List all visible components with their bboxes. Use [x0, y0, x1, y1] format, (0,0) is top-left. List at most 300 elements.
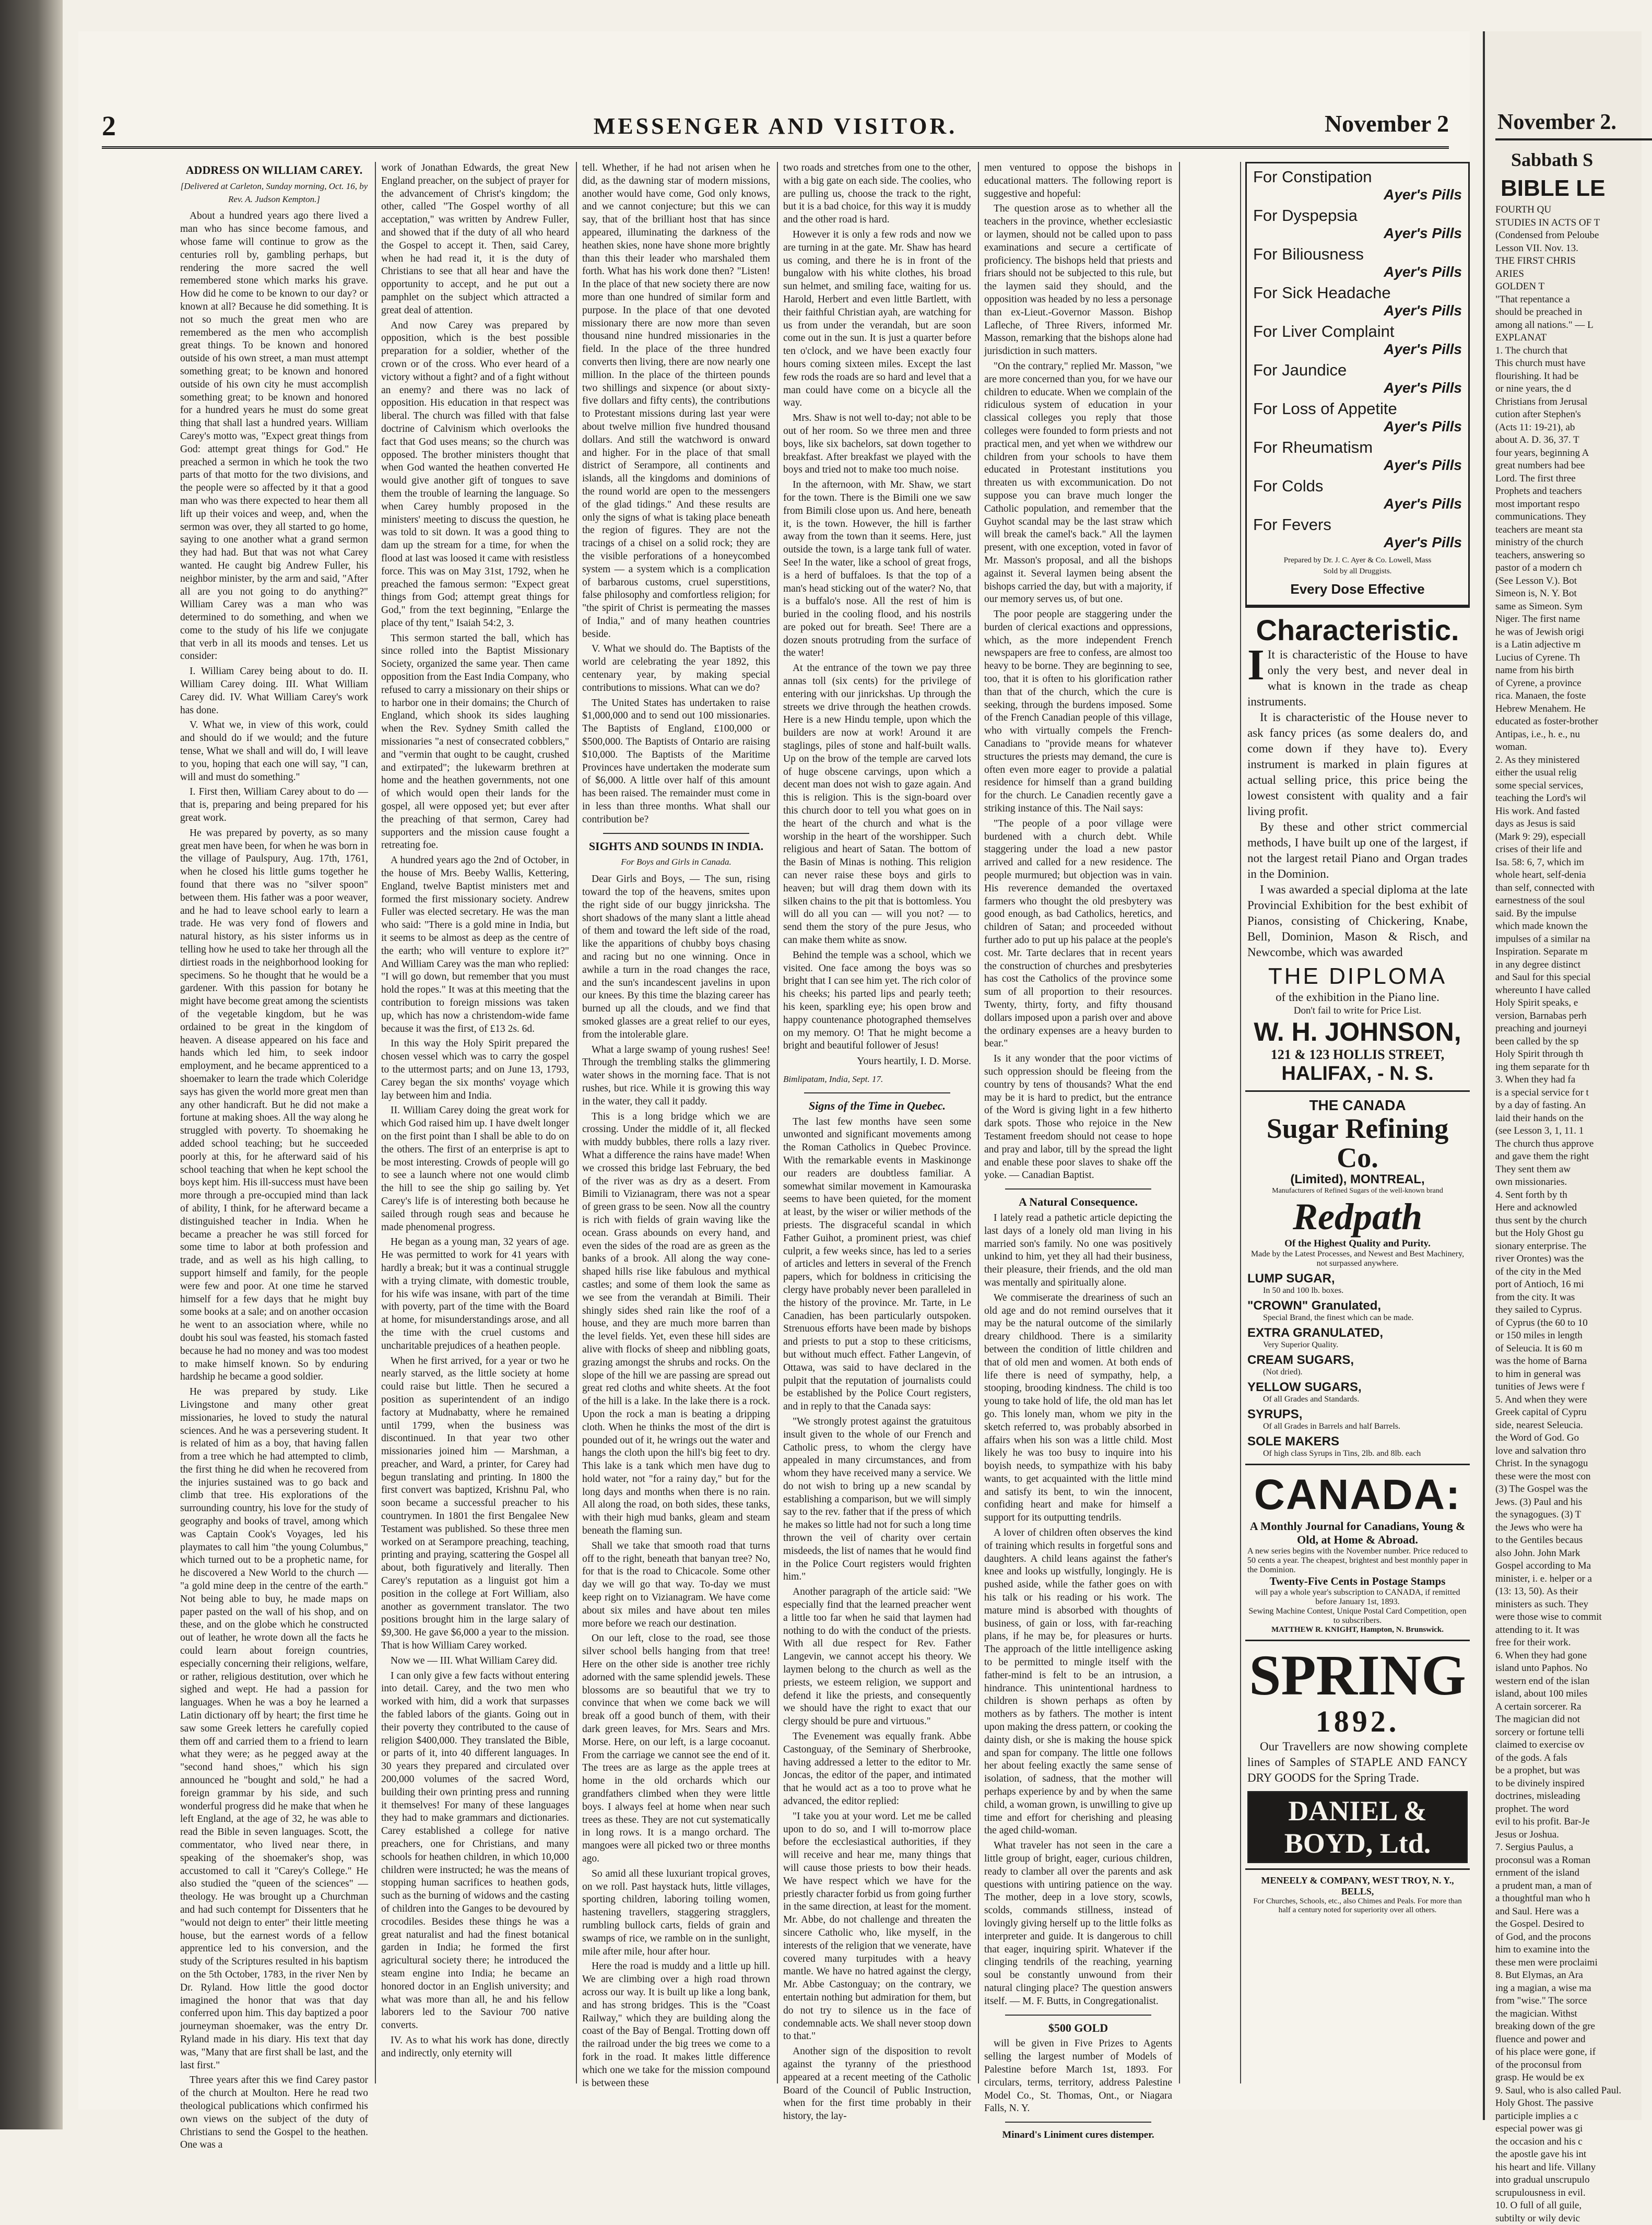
adjacent-page-line: 7. Sergius Paulus, a — [1495, 1841, 1652, 1854]
ayer-pill-label: Ayer's Pills — [1384, 225, 1462, 242]
sugar-limited: (Limited), MONTREAL, — [1247, 1172, 1468, 1187]
adjacent-page-line: Jesus or Joshua. — [1495, 1829, 1652, 1842]
article-paragraph: What traveler has not seen in the care a little group of bright, eager, curious children, ready to clamber all over the parents and ask questions with untiring patience on the way. The mother, deep in a love story, scowls, scolds, commands stillness, instead of lovingly giving herself up to the little folks as interpreter and guide. It is dangerous to chill that eager, inquiring spirit. Whatever if the clinging tendrils of the reaching, yearning soul be constantly unwound from their natural clinging place? The question answers itself. — M. F. Butts, in Congregationalist. — [984, 1840, 1172, 2008]
adjacent-page-line: said. By the impulse — [1495, 908, 1652, 921]
adjacent-page-line: Hebrew Menahem. He — [1495, 703, 1652, 716]
adjacent-page-line: whole heart, self-denia — [1495, 869, 1652, 882]
adjacent-page-line: than self, connected with — [1495, 882, 1652, 895]
adjacent-page-line: cution after Stephen's — [1495, 408, 1652, 421]
adjacent-page-line: ing a magian, a wise ma — [1495, 1982, 1652, 1995]
adjacent-page-line: or nine years, the d — [1495, 383, 1652, 396]
article-paragraph: What a large swamp of young rushes! See! Through the trembling stalks the glimmering water shows in the morning face. That is not rushes, but rice. While it is growing this way in the water, they call it paddy. — [582, 1044, 770, 1109]
meneely-name: MENEELY & COMPANY, WEST TROY, N. Y., BELLS, — [1247, 1875, 1468, 1897]
article-paragraph: Three years after this we find Carey pastor of the church at Moulton. Here he read two theological publications which confirmed his own views on the subject of the duty of Christians to send the Gospel to the heathen. One was a — [180, 2074, 368, 2152]
ayer-condition: For Loss of Appetite — [1253, 399, 1397, 418]
article-paragraph: two roads and stretches from one to the other, with a big gate on each side. The coolies, who are pulling us, choose the track to the right, but it is a bad choice, for this way it is muddy and the other road is hard. — [783, 162, 971, 227]
adjacent-page-line: the magician. Withst — [1495, 2008, 1652, 2021]
sugar-quality: Of the Highest Quality and Purity. — [1247, 1238, 1468, 1250]
adjacent-page-line: (Condensed from Peloube — [1495, 229, 1652, 242]
article-paragraph: And now Carey was prepared by opposition, which is the best possible preparation for a soldier, whether of the crown or of the cross. Who ever heard of a victory without a fight? and of a fight without an enemy? and there was no lack of opposition. His education in that respect was liberal. The church was filled with that false doctrine of Calvinism which overlooks the fact that God uses means; so the church was opposed. The brother ministers thought that when God wanted the heathen converted He would give another gift of tongues to save them the trouble of learning the language. So when Carey humbly proposed in the ministers' meeting to discuss the question, he was told to sit down. It was a good thing to dam up the stream for a time, for when the flood at last was loosed it came with resistless force. This was on May 31st, 1792, when he preached the famous sermon: "Expect great things from God; attempt great things for God," from the text beginning, "Enlarge the place of thy tent," Isaiah 54:2, 3. — [381, 320, 569, 630]
adjacent-page-line: rica. Manaen, the foste — [1495, 690, 1652, 703]
ayer-row — [1253, 245, 1462, 284]
adjacent-page-line: scrupulousness in evil. — [1495, 2187, 1652, 2200]
adjacent-page-line: port of Antioch, 16 mi — [1495, 1278, 1652, 1291]
adjacent-page-line: FOURTH QU — [1495, 204, 1652, 217]
ayer-condition: For Sick Headache — [1253, 284, 1391, 302]
adjacent-page-section: Sabbath S — [1511, 149, 1593, 171]
adjacent-page-line: of the proconsul from — [1495, 2059, 1652, 2072]
adjacent-page-line: 5. And when they were — [1495, 1394, 1652, 1407]
canada-text: A new series begins with the November number. Price reduced to 50 cents a year. The cheapest, brightest and best monthly paper in the Dominion. — [1247, 1547, 1468, 1575]
adjacent-page-line: the apostle gave his int — [1495, 2148, 1652, 2161]
daniel-boyd-name: DANIEL & BOYD, Ltd. — [1247, 1791, 1468, 1863]
article-paragraph: The poor people are staggering under the burden of clerical exactions and oppressions, which, as the more independent French newspapers are free to confess, are almost too heavy to be borne. They are beginning to see, too, that it is often to his glorification rather than that of the church, which the cure is seeking, through the burdens imposed. Some of the French Canadian people of this village, who with virtually compels the French-Canadians to "provide means for whatever structures the priests may demand, the cure is often even more eager to provide a palatial residence for himself than a grand building for the church. Le Canadien recently gave a striking instance of this. The Nail says: — [984, 608, 1172, 816]
adjacent-page-line: and Saul. Here was a — [1495, 1905, 1652, 1918]
ayer-pill-label: Ayer's Pills — [1384, 380, 1462, 396]
page-header — [102, 110, 1449, 149]
article-paragraph: He was prepared by study. Like Livingstone and many other great missionaries, he loved to study the natural sciences. And he was a persevering student. It is related of him as a boy, that having fallen from a tree which he had attempted to climb, the first thing he did when he recovered from the injuries sustained was to go back and climb that tree. His explorations of the surrounding country, his love for the study of geography and books of travel, among which was Captain Cook's Voyages, led his playmates to call him "the young Columbus," which turned out to be a prophetic name, for he discovered a New World to the church — "a gold mine deep in the centre of the earth." Not being able to buy, he made maps on paper pasted on the wall of his shop, and on these, and on the globe which he constructed out of leather, he wrote down all the facts he could learn about foreign countries, especially concerning their religions, welfare, or rather, religious destitution, over which he sighed and wept. He had a passion for languages. When he was a boy he learned a Latin dictionary off by heart; the first time he saw some Greek letters he carefully copied them off and carried them to a friend to learn what they were; as he pegged away at the "second hand shoes," which his sign announced he "bought and sold," he had a foreign grammar by his side, and such wonderful progress did he make that when he left England, at the age of 32, he was able to read the Bible in seven languages. Scott, the commentator, who lived near there, in speaking of the shoemaker's shop, was accustomed to call it "Carey's College." He also studied the "queen of the sciences" — theology. He was brought up a Churchman and had such contempt for Dissenters that he "would not deign to enter" their little meeting house, but the earnest words of a fellow apprentice led to his conversion, and the study of the Scriptures resulted in his baptism on the 5th October, 1783, in the river Nen by Dr. Ryland. How little the good doctor imagined the honor that was that day conferred upon him. This day baptized a poor journeyman shoemaker, was the entry Dr. Ryland made in his diary. His text that day was, "Many that are first shall be last, and the last first." — [180, 1386, 368, 2072]
adjacent-page-line: love and salvation thro — [1495, 1445, 1652, 1458]
ayer-condition: For Constipation — [1253, 168, 1372, 186]
article-paragraph: Another sign of the disposition to revolt against the tyranny of the priesthood appeared at a recent meeting of the Catholic Board of the Council of Public Instruction, when for the first time probably in their history, the lay- — [783, 2045, 971, 2123]
adjacent-page-line: Jews. (3) Paul and his — [1495, 1496, 1652, 1509]
adjacent-page-line: Lord. The first three — [1495, 473, 1652, 486]
article-paragraph: Behind the temple was a school, which we visited. One face among the boys was so bright that I can see him yet. The rich color of his cheeks; his parted lips and pearly teeth; his keen, sparkling eye; his open brow and happy countenance photographed themselves on my memory. O! That he might become a bright and beautiful follower of Jesus! — [783, 949, 971, 1053]
adjacent-page-line: ministers as such. They — [1495, 1598, 1652, 1611]
adjacent-page-line: which made known the — [1495, 920, 1652, 933]
adjacent-page-line: about A. D. 36, 37. T — [1495, 434, 1652, 447]
meneely-text: For Churches, Schools, etc., also Chimes and Peals. For more than half a century noted for superiority over all others. — [1247, 1897, 1468, 1915]
adjacent-page-line: island, about 100 miles — [1495, 1688, 1652, 1701]
adjacent-page-line: the Word of God. Go — [1495, 1432, 1652, 1445]
adjacent-page-line: Prophets and teachers — [1495, 485, 1652, 498]
sugar-the-canada: THE CANADA — [1247, 1097, 1468, 1114]
johnson-price-list: Don't fail to write for Price List. — [1247, 1005, 1468, 1017]
issue-date: November 2 — [1325, 110, 1449, 137]
adjacent-page-line: own missionaries. — [1495, 1176, 1652, 1189]
column-rule — [375, 162, 376, 2083]
article-byline: [Delivered at Carleton, Sunday morning, Oct. 16, by Rev. A. Judson Kempton.] — [180, 180, 368, 206]
sugar-product-desc: (Not dried). — [1247, 1368, 1468, 1377]
sugar-product-desc: Of all Grades and Standards. — [1247, 1395, 1468, 1404]
article-paragraph: I can only give a few facts without entering into detail. Carey, and the two men who worked with him, did a work that surpasses the fabled labors of the giants. Going out in their poverty they contributed to the cause of religion $400,000. They translated the Bible, or parts of it, into 40 different languages. In 30 years they prepared and circulated over 200,000 volumes of the sacred Word, building their own printing press and running it themselves! For many of these languages they had to make grammars and dictionaries. Carey established a college for native preachers, one for Christians, and many schools for heathen children, in which 10,000 children were instructed; he was the means of stopping human sacrifices to heathen gods, such as the burning of widows and the casting of children into the Ganges to be devoured by crocodiles. Besides these things he was a great naturalist and had the finest botanical garden in India; he formed the first agricultural society there; he introduced the steam engine into India; he became an honored doctor in an English university; and what was more than all, he and his fellow laborers led to the Saviour 700 native converts. — [381, 1670, 569, 2032]
adjacent-page-line: Holy Ghost. The passive — [1495, 2097, 1652, 2110]
article-paragraph: We commiserate the dreariness of such an old age and do not remind ourselves that it may be the natural outcome of the similarly dreary childhood. There is a similarity between the condition of little children and that of old men and women. At both ends of life there is need of sympathy, help, a stooping, brooding kindness. The child is too young to take hold of life, the old man has let go. This lonely man, whom we pity in the sketch referred to, was probably absorbed in affairs when his son was a little child. Most likely he was too busy to inquire into his boyish needs, to sympathize with his baby wants, to get acquainted with the little mind and satisfy its bent, to win the innocent, confiding heart and make for himself a support for its outputting tendrils. — [984, 1292, 1172, 1525]
article-paragraph: The last few months have seen some unwonted and significant movements among the Roman Catholics in Quebec Province. With the remarkable events in Maskinonge our readers are doubtless familiar. A somewhat similar movement in Kamouraska seems to have been quieted, for the moment at least, by the wiser or wilier methods of the priests. The disgraceful scandal in which Father Guihot, a prominent priest, was chief culprit, a few weeks since, has led to a series of articles and letters in several of the French papers, which for boldness in criticising the clergy have probably never been paralleled in the history of the province. Mr. Tarte, in Le Canadien, has been particularly outspoken. Strenuous efforts have been made by bishops and priests to put a stop to these criticisms, but without much effect. Father Langevin, of Ottawa, was said to have declared in the pulpit that the reputation of journalists could be established by the Police Court registers, and in reply to that the Canada says: — [783, 1116, 971, 1414]
johnson-paragraph: It is characteristic of the House never to ask fancy prices (as some dealers do, and come down if they have to). Every instrument is marked in plain figures at actual selling price, this price being the lowest consistent with quality and a fair living profit. — [1247, 710, 1468, 819]
adjacent-page-line: island unto Paphos. No — [1495, 1662, 1652, 1675]
adjacent-page-line: is a special service for t — [1495, 1087, 1652, 1100]
ayer-row — [1253, 515, 1462, 554]
article-paragraph: On our left, close to the road, see those silver school bells hanging from that tree! Here on the other side is another tree richly adorned with the same splendid jewels. These blossoms are so beautiful that we try to convince that when we come back we will break off a good bunch of them, with their dark green leaves, for Mrs. Sears and Mrs. Morse. Here, on our left, is a large cocoanut. From the carriage we cannot see the end of it. The trees are as large as the apple trees at home in the old orchards which our grandfathers climbed when they were little boys. I always feel at home when near such trees as these. They are not cut systematically in long rows. It is a mango orchard. The mangoes were all picked two or three months ago. — [582, 1632, 770, 1865]
ayer-row — [1253, 284, 1462, 322]
adjacent-page-line: (Mark 9: 29), especiall — [1495, 831, 1652, 844]
adjacent-page-line: grasp. He would be ex — [1495, 2071, 1652, 2085]
adjacent-page-line: name from his birth — [1495, 664, 1652, 677]
article-paragraph: He was prepared by poverty, as so many great men have been, for when he was born in the village of Paulspury, Aug. 17th, 1761, when he closed his little gums together he found that there was no "silver spoon" between them. His father was a poor weaver, and he had to leave school early to learn a trade. He was very fond of flowers and natural history, as his sister informs us in telling how he used to take her through all the dirtiest roads in the neighborhood looking for specimens. So he thought that he would be a gardener. With this passion for botany he might have become great among the scientists of the vegetable kingdom, but he was ordained to be great in the kingdom of heaven. A disease appeared on his face and hands which led him, to seek indoor employment, and he became apprenticed to a shoemaker to learn the trade which Coleridge says has given the world more great men than any other handicraft. But he did not make a fortune at making shoes. All the way along he struggled with poverty. To shoemaking he added school teaching; but he succeeded poorly at this, for he afterward said of his school teaching that when he kept school the boys kept him. His ill-success must have been more through a pre-occupied mind than lack of ability, I think, for he afterward became a distinguished teacher in India. When he became a preacher he was still forced for some time to labor at both profession and trade, and as well as his high calling, to support himself and family, for the people were few and poor. At one time he starved himself for a few days that he might buy some books at a sale; and on another occasion he went to an association where, while no doubt his soul was feasted, his stomach fasted because he had no money and was too modest to make himself known. So by enduring hardship he became a good soldier. — [180, 827, 368, 1384]
adjacent-page-line: should be preached in — [1495, 306, 1652, 319]
adjacent-page-line: and gave them the right — [1495, 1150, 1652, 1163]
adjacent-page-line: from "wise." The sorce — [1495, 1995, 1652, 2008]
sugar-company: Sugar Refining Co. — [1247, 1114, 1468, 1172]
column-3 — [582, 162, 770, 2081]
adjacent-page-line: the Jews who were ha — [1495, 1522, 1652, 1535]
sugar-product-name: SOLE MAKERS — [1247, 1434, 1468, 1449]
column-rule — [978, 162, 979, 2083]
article-paragraph: A lover of children often observes the kind of training which results in forgetful sons and daughters. A child leans against the father's knee and looks up wistfully, longingly. He is pushed aside, while the father goes on with his talk or his reading or his work. The mature mind is absorbed with thoughts of business, of gain or loss, with far-reaching plans, if he may be, for pleasures or hurts. The approach of the little intelligence asking to be permitted to mingle itself with the father-mind is felt to be an intrusion, a hindrance. This unintentional hardness to children is shown perhaps as often by mothers as by fathers. The mother is intent upon making the dress pattern, or cooking the dainty dish, or she is making the house spick and span for company. The little one follows her about feeling exactly the same sense of isolation, of sadness, that the mother will perhaps experience by and by when the same child, a woman grown, is unwilling to give up time and effort for cherishing and pleasing the aged child-woman. — [984, 1527, 1172, 1838]
column-rule — [576, 162, 577, 2083]
column-rule — [1240, 162, 1241, 2083]
ayer-condition: For Biliousness — [1253, 245, 1364, 263]
article-paragraph: II. William Carey doing the great work for which God raised him up. I have dwelt longer on the first point than I shall be able to do on the others. The first of an enterprise is apt to be most interesting. Crowds of people will go to see a launch where not one would climb the hill to see the ship go sailing by. Yet Carey's life is of interesting both because he sailed through rough seas and because he made phenomenal progress. — [381, 1104, 569, 1234]
column-rule — [1179, 162, 1180, 2083]
letter-signature: Yours heartily, I. D. Morse. — [783, 1055, 971, 1068]
adjacent-page-line: is a Latin adjective m — [1495, 639, 1652, 652]
article-subheadline: For Boys and Girls in Canada. — [582, 856, 770, 869]
adjacent-page-line: ARIES — [1495, 268, 1652, 281]
adjacent-page-line: teachers, answering so — [1495, 549, 1652, 562]
adjacent-page-line: Greek capital of Cypru — [1495, 1406, 1652, 1419]
adjacent-page-line: Christians from Jerusal — [1495, 396, 1652, 409]
sugar-product-desc: Of all Grades in Barrels and half Barrels. — [1247, 1422, 1468, 1431]
article-paragraph: men ventured to oppose the bishops in educational matters. The following report is suggestive and hopeful: — [984, 162, 1172, 201]
adjacent-page-line: some special services, — [1495, 780, 1652, 793]
adjacent-page-line: most important respo — [1495, 498, 1652, 511]
article-paragraph: About a hundred years ago there lived a man who has since become famous, and whose fame will continue to grow as the centuries roll by, gambling perhaps, but rendering the more sacred the well remembered stone which marks his grave. How did he come to be known to our day? or known at all? Because he did something. It is not so much the great men who are remembered as the men who accomplish great things. To be known and honored outside of his own street, a man must attempt something great; to be known and honored outside of his own city he must accomplish something great; to be known and honored for a hundred years he must do some great thing that shall last a hundred years. William Carey's motto was, "Expect great things from God: attempt great things for God." He preached a sermon in which he took the two parts of that motto for the two divisions, and the people were so affected by it that a good man who was there expected to hear them all lift up their voices and weep, and, when the sermon was over, they all started to go home, saying to one another what a grand sermon they had had. But that was not what Carey wanted. He caught big Andrew Fuller, his neighbor minister, by the arm and said, "After all are you not going to do anything?" William Carey was a man who was determined to do something, and when we come to the study of his life we conjugate that verb in all its moods and tenses. Let us consider: — [180, 210, 368, 663]
adjacent-page-line: were those wise to commit — [1495, 1611, 1652, 1624]
canada-offer-text: will pay a whole year's subscription to CANADA, if remitted before January 1st, 1893. — [1247, 1588, 1468, 1607]
column-4 — [783, 162, 971, 2081]
adjacent-page-line: 6. When they had gone — [1495, 1650, 1652, 1663]
adjacent-page-line: to the Gentiles becaus — [1495, 1534, 1652, 1547]
adjacent-page-line: sionary enterprise. The — [1495, 1240, 1652, 1253]
johnson-name: W. H. JOHNSON, — [1247, 1017, 1468, 1047]
johnson-piano-ad — [1245, 606, 1470, 1090]
ayer-pill-label: Ayer's Pills — [1384, 496, 1462, 512]
adjacent-page-line: proconsul was a Roman — [1495, 1854, 1652, 1867]
adjacent-page-line: version, Barnabas perh — [1495, 1010, 1652, 1023]
adjacent-page-line: thus sent by the church — [1495, 1215, 1652, 1228]
adjacent-page-rule — [1495, 138, 1652, 140]
column-rule — [777, 162, 778, 2083]
adjacent-page-line: teaching the Lord's wil — [1495, 792, 1652, 805]
adjacent-page-line: been called by the sp — [1495, 1035, 1652, 1049]
daniel-boyd-text: Our Travellers are now showing complete lines of Samples of STAPLE AND FANCY DRY GOODS for the Spring Trade. — [1247, 1739, 1468, 1786]
article-paragraph: V. What we should do. The Baptists of the world are celebrating the year 1892, this centenary year, by making special contributions to missions. What can we do? — [582, 643, 770, 694]
ayer-sold-by: Sold by all Druggists. — [1253, 567, 1462, 576]
scan-binding-edge — [0, 0, 63, 2129]
spring-heading: SPRING — [1247, 1646, 1468, 1704]
article-paragraph: Dear Girls and Boys, — The sun, rising toward the top of the heavens, smites upon the right side of our buggy jinricksha. The short shadows of the many slant a little ahead of them and toward the left side of the road, like the apparitions of chubby boys chasing and racing but no one winning. Once in awhile a turn in the road changes the race, and the sun's incandescent javelins in upon our knees. By this time the blazing career has burned up all the clouds, and we find that smoked glasses are a great relief to our eyes, from the intolerable glare. — [582, 873, 770, 1041]
adjacent-page-line: (Acts 11: 19-21), ab — [1495, 421, 1652, 434]
article-paragraph: This is a long bridge which we are crossing. Under the middle of it, all flecked with muddy bubbles, there rolls a lazy river. What a difference the rains have made! When we crossed this bridge last February, the bed of the river was as dry as a desert. From Bimili to Vizianagram, there was not a spear of green grass to be seen. Now all the country is rich with fields of grain waving like the ocean. Grass abounds on every hand, and even the sides of the road are as green as the banks of a brook. All along the way cone-shaped hills rise like fabulous and mythical castles; and some of them look the same as we see from the verandah at Bimili. Their shingly sides shed rain like the roof of a house, and they are much more barren than the level fields. Yet, even these hill sides are alive with flocks of sheep and nibbling goats, grazing amongst the shrubs and rocks. On the slope of the hill we are passing are spread out great red cloths and white sheets. At the foot of the hill is a lake. In the lake there is a rock. Upon the rock a man is beating a dripping cloth. When he thinks the most of the dirt is pounded out of it, he wrings out the water and hangs the cloth upon the hill's big feet to dry. This lake is a tank which men have dug to hold water, not "for a rainy day," but for the long days and months when there is no rain. All along the road, on both sides, these tanks, with their high mud banks, gleam and steam beneath the flaming sun. — [582, 1111, 770, 1538]
adjacent-page-line: be a prophet, but was — [1495, 1764, 1652, 1777]
adjacent-page-line: these men were proclaimi — [1495, 1957, 1652, 1970]
adjacent-page-line: 2. As they ministered — [1495, 754, 1652, 767]
adjacent-page-line: STUDIES IN ACTS OF T — [1495, 217, 1652, 230]
adjacent-page-text — [1495, 204, 1652, 2225]
ayer-row — [1253, 438, 1462, 477]
sugar-product-name: YELLOW SUGARS, — [1247, 1380, 1468, 1395]
adjacent-page-line: same as Simeon. Sym — [1495, 601, 1652, 614]
adjacent-page-line: breaking down of the gre — [1495, 2020, 1652, 2033]
article-paragraph: "The people of a poor village were burdened with a church debt. While staggering under the load a new pastor arrived and called for a new residence. The people murmured; but objection was in vain. His reverence demanded the overtaxed farmers who thought the old presbytery was good enough, as bad Catholics, heretics, and children of Satan; and proceeded without further ado to put up his palace at the people's cost. Mr. Tarte declares that in recent years the construction of churches and presbyteries has cost the Catholics of the province some sum of all proportion to their resources. Twenty, thirty, forty, and fifty thousand dollars imposed upon a parish over and above the ordinary expenses are a heavy burden to bear." — [984, 818, 1172, 1051]
adjacent-page-line: was the home of Barna — [1495, 1355, 1652, 1368]
article-paragraph: "I take you at your word. Let me be called upon to do so, and I will to-morrow place before the ecclesiastical authorities, if they will receive and hear me, many things that will cause those priests to bow their heads. We have respect which we have for the priestly character forbid us from going further in the same direction, at least for the moment. Mr. Abbe, do not challenge and threaten the sincere Catholic who, like myself, in the interests of the religion that we venerate, have covered many turpitudes with a heavy mantle. We have no hatred against the clergy, Mr. Abbe Castonguay; on the contrary, we entertain nothing but admiration for them, but do not try to silence us in the face of condemnable acts. We shall never stoop down to that." — [783, 1810, 971, 2043]
article-paragraph: V. What we, in view of this work, could and should do if we would; and the future tense, What we shall and will do, I will leave to you, hoping that each one will say, "I can, will and must do something." — [180, 719, 368, 784]
article-paragraph: This sermon started the ball, which has since rolled into the Baptist Missionary Society, organized the same year. Then came opposition from the East India Company, who refused to carry a missionary on their ships or to harbor one in their domains; the Church of England, which shook its sides laughing when the Rev. Sydney Smith called the missionaries "a nest of consecrated cobblers," and "vermin that ought to be caught, crushed and extirpated"; the lukewarm brethren at home and the heathen governments, not one of which would open their lands for the gospel, all were opposed yet; but ever after the preaching of that sermon, Carey had supporters and the mission cause fought a retreating foe. — [381, 632, 569, 853]
adjacent-page-line: preaching and journeyi — [1495, 1022, 1652, 1035]
sugar-process: Made by the Latest Processes, and Newest and Best Machinery, not surpassed anywhere. — [1247, 1250, 1468, 1268]
sugar-refining-ad — [1245, 1090, 1470, 1464]
adjacent-page-line: among all nations." — L — [1495, 319, 1652, 332]
article-headline: ADDRESS ON WILLIAM CAREY. — [180, 164, 368, 177]
article-headline: SIGHTS AND SOUNDS IN INDIA. — [582, 840, 770, 853]
article-paragraph: tell. Whether, if he had not arisen when he did, as the dawning star of modern missions, another would have come, God only knows, and we cannot conjecture; but this we can say, that of the brilliant host that has since appeared, illuminating the darkness of the heathen skies, none have shone more brightly than this their leader who marshaled them forth. What has his work done then? "Listen! In the place of that new society there are now more than one hundred of similar form and purpose. In the place of that one devoted missionary there are now more than seven thousand nine hundred missionaries in the field. In the place of the three hundred converts then living, there are now nearly one million. In the place of the thirteen pounds two shillings and sixpence (or about sixty-five dollars and fifty cents), the contributions to Protestant missions during last year were about twelve million five hundred thousand dollars. And still the watchword is onward and higher. For in the place of that small district of Serampore, all continents and islands, all the kingdoms and dominions of the round world are open to the messengers of the glad tidings." And these results are only the signs of what is taking place beneath the region of figures. They are not the tracings of a chisel on a solid rock; they are the visible perforations of a honeycombed system — a system which is a complication of barbarous customs, cruel superstitions, false philosophy and comfortless religion; for "the spirit of Christ is permeating the masses of India," and of many heathen countries beside. — [582, 162, 770, 641]
article-paragraph: So amid all these luxuriant tropical groves, on we roll. Past haystack huts, little villages, sporting children, laboring toiling women, hastening travellers, staggering stragglers, rumbling bullock carts, fields of grain and swamps of rice, we ramble on in the sunlight, mile after mile, hour after hour. — [582, 1868, 770, 1959]
sugar-product-name: SYRUPS, — [1247, 1407, 1468, 1422]
adjacent-page-line: minister, i. e. helper or a — [1495, 1573, 1652, 1586]
adjacent-page-line: of the city in the Med — [1495, 1266, 1652, 1279]
adjacent-page-line: subtilty or wily devic — [1495, 2212, 1652, 2225]
adjacent-page-line: doctrines, misleading — [1495, 1790, 1652, 1803]
adjacent-page-line: (3) The Gospel was the — [1495, 1483, 1652, 1496]
ayer-pill-label: Ayer's Pills — [1384, 302, 1462, 319]
adjacent-page-line: side, nearest Seleucia. — [1495, 1419, 1652, 1432]
adjacent-page-line: a prudent man, a man of — [1495, 1880, 1652, 1893]
article-separator — [1005, 2015, 1151, 2016]
article-paragraph: The question arose as to whether all the teachers in the province, whether ecclesiastic or laymen, should not be called upon to pass examinations and secure a certificate of proficiency. The bishops held that priests and friars should not be subjected to this rule, but the laymen said they should, and the opposition was headed by no less a personage than ex-Lieut.-Governor Masson. Bishop Lafleche, of Three Rivers, informed Mr. Masson, remarking that the bishops alone had jurisdiction in such matters. — [984, 203, 1172, 358]
adjacent-page-line: his heart and life. Villany — [1495, 2161, 1652, 2174]
adjacent-page-line: to be divinely inspired — [1495, 1777, 1652, 1791]
adjacent-page-line: Niger. The first name — [1495, 613, 1652, 626]
adjacent-page-line: ernment of the island — [1495, 1867, 1652, 1880]
article-separator — [1005, 2122, 1151, 2123]
sugar-product-name: "CROWN" Granulated, — [1247, 1299, 1468, 1313]
adjacent-page-line: laid their hands on the — [1495, 1112, 1652, 1125]
adjacent-page-line: A certain sorcerer. Ra — [1495, 1701, 1652, 1714]
ayer-pill-label: Ayer's Pills — [1384, 341, 1462, 358]
adjacent-page-line: The church thus approve — [1495, 1138, 1652, 1151]
ayer-pill-label: Ayer's Pills — [1384, 186, 1462, 203]
prize-headline: $500 GOLD — [984, 2022, 1172, 2035]
adjacent-page-line: This church must have — [1495, 357, 1652, 370]
adjacent-page-line: Gospel according to Ma — [1495, 1560, 1652, 1573]
adjacent-page-line: to him in general was — [1495, 1368, 1652, 1381]
sugar-product-name: EXTRA GRANULATED, — [1247, 1326, 1468, 1340]
article-paragraph: At the entrance of the town we pay three annas toll (six cents) for the privilege of entering with our jinrickshas. Up through the streets we drive through the heathen crowds. Here is a new Hindu temple, upon which the builders are now at work! Around it are staglings, piles of stone and half-built walls. Up on the brow of the temple are carved lots of huge obscene carvings, upon which a decent man does not wish to gaze again. And this is religion. This is the sign-board over this church door to tell you what goes on in the heart of the church and what is the worship in the heart of the worshipper. Such religious and heart of Satan. The bottom of the Basin of Minas is nothing. This religion can never raise these boys and girls to heaven; but will drag them down with its silken chains to the pit that is bottomless. You will do all you can — will you not? — to send them the story of the pure Jesus, who can make them white as snow. — [783, 662, 971, 947]
johnson-address: 121 & 123 HOLLIS STREET, — [1247, 1047, 1468, 1063]
adjacent-page-line: They sent them aw — [1495, 1163, 1652, 1176]
adjacent-page-line: these were the most con — [1495, 1470, 1652, 1484]
adjacent-page-line: the Gospel. Desired to — [1495, 1918, 1652, 1931]
article-paragraph: Is it any wonder that the poor victims of such oppression should be fleeing from the country by tens of thousands? What the end may be it is hard to predict, but the entrance of the Word is giving light in a few hitherto dark spots. Those who rejoice in the New Testament freedom should not cease to hope and pray and labor, till by the spread the light and enable these poor slaves to shake off the yoke. — Canadian Baptist. — [984, 1053, 1172, 1182]
adjacent-page-line: ministry of the church — [1495, 536, 1652, 549]
daniel-boyd-ad — [1245, 1640, 1470, 1868]
adjacent-page-line: teachers are meant sta — [1495, 524, 1652, 537]
ayer-condition: For Fevers — [1253, 515, 1331, 534]
adjacent-page-line: western end of the islan — [1495, 1675, 1652, 1688]
ayer-pill-label: Ayer's Pills — [1384, 418, 1462, 435]
ayers-pills-ad — [1245, 162, 1470, 606]
canada-publisher: MATTHEW R. KNIGHT, Hampton, N. Brunswick. — [1247, 1626, 1468, 1634]
adjacent-page-line: by a day of fasting. An — [1495, 1099, 1652, 1112]
article-paragraph: The Evenement was equally frank. Abbe Castonguay, of the Seminary of Sherbrooke, having addressed a letter to the editor to Mr. Joncas, the editor of the paper, and intimated that he would act as a too to prove what he advanced, the editor replied: — [783, 1730, 971, 1808]
adjacent-page-line: days as Jesus is said — [1495, 818, 1652, 831]
meneely-bells-ad — [1245, 1868, 1470, 1920]
canada-contests: Sewing Machine Contest, Unique Postal Card Competition, open to subscribers. — [1247, 1607, 1468, 1626]
ayer-pill-label: Ayer's Pills — [1384, 534, 1462, 551]
article-paragraph: When he first arrived, for a year or two he nearly starved, as the little society at home could raise but little. Then he secured a position as superintendent of an indigo factory at Mudnabatty, where he remained until 1799, when the business was discontinued. In that year two other missionaries joined him — Marshman, a preacher, and Ward, a printer, for Carey had begun translating and printing. In 1800 the first convert was baptized, Krishnu Pal, who soon became a successful preacher to his countrymen. In 1801 the first Bengalee New Testament was published. So these three men worked on at Serampore preaching, teaching, printing and praying, scattering the Gospel all about, both figuratively and literally. Then Carey's reputation as a linguist got him a position in the college at Fort William, also another as government translator. The two positions brought him in the large salary of $9,300. He gave $6,000 a year to the mission. That is how William Carey worked. — [381, 1355, 569, 1653]
adjacent-page-line: woman. — [1495, 741, 1652, 754]
ayer-row — [1253, 206, 1462, 245]
adjacent-page-line: of Cyrene, a province — [1495, 677, 1652, 690]
ayer-prepared-by: Prepared by Dr. J. C. Ayer & Co. Lowell, Mass — [1253, 556, 1462, 565]
article-paragraph: Now we — III. What William Carey did. — [381, 1655, 569, 1668]
adjacent-page-line: Isa. 58: 6, 7, which im — [1495, 856, 1652, 869]
ayer-row — [1253, 477, 1462, 515]
sugar-manufacturers: Manufacturers of Refined Sugars of the well-known brand — [1247, 1187, 1468, 1195]
adjacent-page-line: Christ. In the synagogu — [1495, 1457, 1652, 1470]
article-paragraph: Here the road is muddy and a little up hill. We are climbing over a high road thrown across our way. It is built up like a long bank, and has strong bridges. This is the "Coast Railway," which they are building along the coast of the Bay of Bengal. Trotting down off the railroad under the big trees we come to a fork in the road. It makes little difference which one we take for the mission compound is between these — [582, 1960, 770, 2090]
adjacent-page-line: evil to his profit. Bar-Je — [1495, 1816, 1652, 1829]
article-paragraph: I lately read a pathetic article depicting the last days of a lonely old man living in his married son's family. No one was positively unkind to him, yet they all had their business, their pleasure, their friends, and the old man was mentally and spiritually alone. — [984, 1212, 1172, 1290]
column-5 — [984, 162, 1172, 2081]
adjacent-page-line: Antipas, i.e., h. e., nu — [1495, 728, 1652, 741]
adjacent-page-line: the occasion and his c — [1495, 2136, 1652, 2149]
ayer-row — [1253, 322, 1462, 361]
article-separator — [804, 1092, 950, 1093]
adjacent-page-line: tunities of Jews were f — [1495, 1381, 1652, 1394]
ayer-condition: For Rheumatism — [1253, 438, 1373, 456]
redpath-logo: Redpath — [1247, 1195, 1468, 1238]
adjacent-page-line: 10. O full of all guile, — [1495, 2199, 1652, 2212]
ayer-row — [1253, 361, 1462, 399]
adjacent-page-line: whereunto I have called — [1495, 984, 1652, 997]
adjacent-page-line: from the city. It was — [1495, 1291, 1652, 1304]
ayer-condition: For Dyspepsia — [1253, 206, 1358, 225]
article-paragraph: He began as a young man, 32 years of age. He was permitted to work for 41 years with hardly a break; but it was a continual struggle with a trying climate, with domestic trouble, for his wife was insane, with part of the time with poverty, part of the time with the Board at home, for misunderstandings arose, and all the time with the cruel customs and uncharitable prejudices of a heathen people. — [381, 1236, 569, 1352]
adjacent-page-line: sorcery or fortune telli — [1495, 1726, 1652, 1739]
adjacent-page-line: claimed to exercise ov — [1495, 1739, 1652, 1752]
adjacent-page-line: him to examine into the — [1495, 1944, 1652, 1957]
adjacent-page-line: attending to it. It was — [1495, 1624, 1652, 1637]
adjacent-page-line: in any degree distinct — [1495, 959, 1652, 972]
sugar-product-desc: Special Brand, the finest which can be made. — [1247, 1313, 1468, 1323]
adjacent-page-line: of the gods. A fals — [1495, 1752, 1652, 1765]
dropcap-letter: I — [1247, 647, 1268, 684]
adjacent-page-line: participle implies a c — [1495, 2110, 1652, 2123]
adjacent-page-line: Lesson VII. Nov. 13. — [1495, 242, 1652, 255]
ayer-tagline: Every Dose Effective — [1253, 581, 1462, 597]
adjacent-page-line: 4. Sent forth by th — [1495, 1189, 1652, 1202]
adjacent-page-line: great numbers had bee — [1495, 460, 1652, 473]
adjacent-page-line: also John. John Mark — [1495, 1547, 1652, 1560]
johnson-paragraph: By these and other strict commercial methods, I have built up one of the largest, if not the largest retail Piano and Organ trades in the Dominion. — [1247, 819, 1468, 882]
adjacent-page-line: Lucius of Cyrene. Th — [1495, 652, 1652, 665]
johnson-paragraph: I was awarded a special diploma at the late Provincial Exhibition for the best exhibit of Pianos, consisting of Chickering, Knabe, Bell, Dominion, Mason & Risch, and Newcombe, which was awarded — [1247, 882, 1468, 960]
article-paragraph: A hundred years ago the 2nd of October, in the house of Mrs. Beeby Wallis, Kettering, England, twelve Baptist ministers met and formed the first missionary society. Andrew Fuller was elected secretary. He was the man who said: "There is a gold mine in India, but it seems to be almost as deep as the centre of the earth; who will venture to explore it?" And William Carey was the man who replied: "I will go down, but remember that you must hold the ropes." It was at this meeting that the contribution to foreign missions was taken up, which has now a christendom-wide fame because it was the first, of £13 2s. 6d. — [381, 854, 569, 1035]
article-paragraph: However it is only a few rods and now we are turning in at the gate. Mr. Shaw has heard us coming, and there he is in front of the bungalow with his white clothes, his broad sun helmet, and smiling face, waiting for us. Harold, Herbert and even little Bartlett, with their faithful Christian ayah, are watching for us from under the verandah, but are soon come out in the sun. It is just a quarter before ten o'clock, and we have been exactly four hours coming sixteen miles. Except the last few rods the roads are so hard and level that a man could have come on a bicycle all the way. — [783, 229, 971, 410]
adjacent-page-line: of God, and the procons — [1495, 1931, 1652, 1944]
adjacent-page-line: GOLDEN T — [1495, 280, 1652, 293]
adjacent-page-line: The magician did not — [1495, 1713, 1652, 1726]
article-paragraph: In this way the Holy Spirit prepared the chosen vessel which was to carry the gospel to the uttermost parts; and on June 13, 1793, Carey began the six months' voyage which lay between him and India. — [381, 1038, 569, 1102]
johnson-diploma: THE DIPLOMA — [1247, 963, 1468, 990]
adjacent-page-line: (13: 13, 50). As their — [1495, 1585, 1652, 1598]
canada-journal-ad — [1245, 1464, 1470, 1640]
ayer-pill-label: Ayer's Pills — [1384, 264, 1462, 280]
adjacent-page-line: of Seleucia. It is 60 m — [1495, 1343, 1652, 1356]
article-separator — [1005, 1188, 1151, 1190]
adjacent-page-line: EXPLANAT — [1495, 332, 1652, 345]
adjacent-page-line: Inspiration. Separate m — [1495, 946, 1652, 959]
adjacent-page-line: (See Lesson V.). Bot — [1495, 575, 1652, 588]
article-paragraph: work of Jonathan Edwards, the great New England preacher, on the subject of prayer for the advancement of Christ's kingdom; the other, called "The Gospel worthy of all acceptation," was written by Andrew Fuller, and showed that if the duty of all who heard the Gospel to accept it. Then, said Carey, when he had read it, it is the duty of Christians to see that all hear and have the opportunity to accept, and he put out a pamphlet on the subject which attracted a great deal of attention. — [381, 162, 569, 317]
article-headline: A Natural Consequence. — [984, 1196, 1172, 1209]
sugar-product-desc: In 50 and 100 lb. boxes. — [1247, 1286, 1468, 1296]
spring-year: 1892. — [1247, 1704, 1468, 1739]
adjacent-page-line: either the usual relig — [1495, 767, 1652, 780]
adjacent-page-line: they sailed to Cyprus. — [1495, 1304, 1652, 1317]
adjacent-page-line: Holy Spirit through th — [1495, 1048, 1652, 1061]
sugar-product-name: LUMP SUGAR, — [1247, 1272, 1468, 1286]
adjacent-page-line: THE FIRST CHRIS — [1495, 255, 1652, 268]
article-paragraph: In the afternoon, with Mr. Shaw, we start for the town. There is the Bimili one we saw from Bimili close upon us. And here, beneath it, is the town. However, the hill is farther away from the town than it seems. Here, just outside the town, is a large tank full of water. See! In the water, like a school of great frogs, is a herd of buffaloes. Is that the top of a man's head sticking out of the water? No, that is a buffalo's nose. All the rest of him is buried in the cooling flood, and his nostrils are poked out for breath. See! There are a dozen snouts protruding from the surface of the water! — [783, 479, 971, 660]
ayer-condition: For Jaundice — [1253, 361, 1347, 379]
adjacent-page-line: impulses of a similar na — [1495, 933, 1652, 946]
adjacent-page-line: he was of Jewish origi — [1495, 626, 1652, 639]
adjacent-page-heading: BIBLE LE — [1501, 175, 1605, 202]
adjacent-page-line: 8. But Elymas, an Ara — [1495, 1969, 1652, 1982]
adjacent-page-line: the synagogues. (3) T — [1495, 1509, 1652, 1522]
adjacent-page-line: 9. Saul, who is also called Paul. — [1495, 2085, 1652, 2098]
column-2 — [381, 162, 569, 2081]
adjacent-page — [1483, 31, 1642, 2120]
adjacent-page-line: Holy Spirit speaks, e — [1495, 997, 1652, 1010]
prize-text: will be given in Five Prizes to Agents selling the largest number of Models of Palestine before March 1st, 1893. For circulars, terms, territory, address Palestine Model Co., St. Thomas, Ont., or Niagara Falls, N. Y. — [984, 2038, 1172, 2115]
ayer-condition: For Liver Complaint — [1253, 322, 1394, 340]
adjacent-page-line: river Orontes) was the — [1495, 1253, 1652, 1266]
page-number: 2 — [102, 110, 116, 142]
adjacent-page-line: a thoughtful man who h — [1495, 1892, 1652, 1905]
johnson-headline: Characteristic. — [1247, 613, 1468, 647]
adjacent-page-line: Simeon is, N. Y. Bot — [1495, 587, 1652, 601]
sugar-product-desc: Very Superior Quality. — [1247, 1340, 1468, 1350]
article-paragraph: Mrs. Shaw is not well to-day; not able to be out of her room. So we three men and three boys, like six bachelors, sat down together to breakfast. After breakfast we played with the boys and tried not to make too much noise. — [783, 412, 971, 477]
adjacent-page-line: educated as foster-brother — [1495, 715, 1652, 728]
adjacent-page-line: earnestness of the soul — [1495, 894, 1652, 908]
adjacent-page-line: four years, beginning A — [1495, 447, 1652, 460]
adjacent-page-line: (see Lesson 3, 1, 11. 1 — [1495, 1125, 1652, 1138]
adjacent-page-line: communications. They — [1495, 511, 1652, 524]
johnson-text — [1247, 647, 1468, 710]
article-headline: Signs of the Time in Quebec. — [783, 1100, 971, 1113]
adjacent-page-line: 3. When they had fa — [1495, 1074, 1652, 1087]
adjacent-page-line: free for their work. — [1495, 1637, 1652, 1650]
adjacent-page-line: 1. The church that — [1495, 345, 1652, 358]
adjacent-page-date: November 2. — [1497, 110, 1616, 135]
sugar-product-desc: Of high class Syrups in Tins, 2lb. and 8lb. each — [1247, 1449, 1468, 1458]
article-paragraph: "On the contrary," replied Mr. Masson, "we are more concerned than you, for we have our children to educate. When we complain of the ridiculous system of education in your classical colleges you reply that those colleges were founded to form priests and not practical men, and yet when we withdrew our children from your schools to have them educated in Protestant institutions you threaten us with excommunication. Do not suppose you can brave much longer the Catholic population, and remember that the Guyhot scandal may be the last straw which will break the camel's back." All the laymen present, with one exception, voted in favor of Mr. Masson's proposal, and all the bishops against it. Several laymen being absent the bishops carried the day, but with a majority, if our memory serves us, of but one. — [984, 360, 1172, 606]
adjacent-page-line: but the Holy Ghost gu — [1495, 1227, 1652, 1240]
ayer-pill-label: Ayer's Pills — [1384, 457, 1462, 474]
adjacent-page-line: crises of their life and — [1495, 843, 1652, 856]
article-paragraph: Another paragraph of the article said: "We especially find that the learned preacher went a little too far when he said that laymen had nothing to do with the conduct of the priests. With all due respect for Rev. Father Langevin, we cannot accept his theory. We laymen belong to the church as well as the priests, we esteem religion, we support and defend it like the priests, and consequently we should have the right to exact that our clergy should be pure and virtuous." — [783, 1586, 971, 1728]
adjacent-page-line: flourishing. It had be — [1495, 370, 1652, 383]
article-paragraph: Shall we take that smooth road that turns off to the right, beneath that banyan tree? No, for that is the road to Chicacole. Some other day we will go that way. To-day we must keep right on to Vizianagram. We have come about six miles and have about ten miles more before we reach our destination. — [582, 1540, 770, 1631]
article-separator — [603, 833, 749, 834]
